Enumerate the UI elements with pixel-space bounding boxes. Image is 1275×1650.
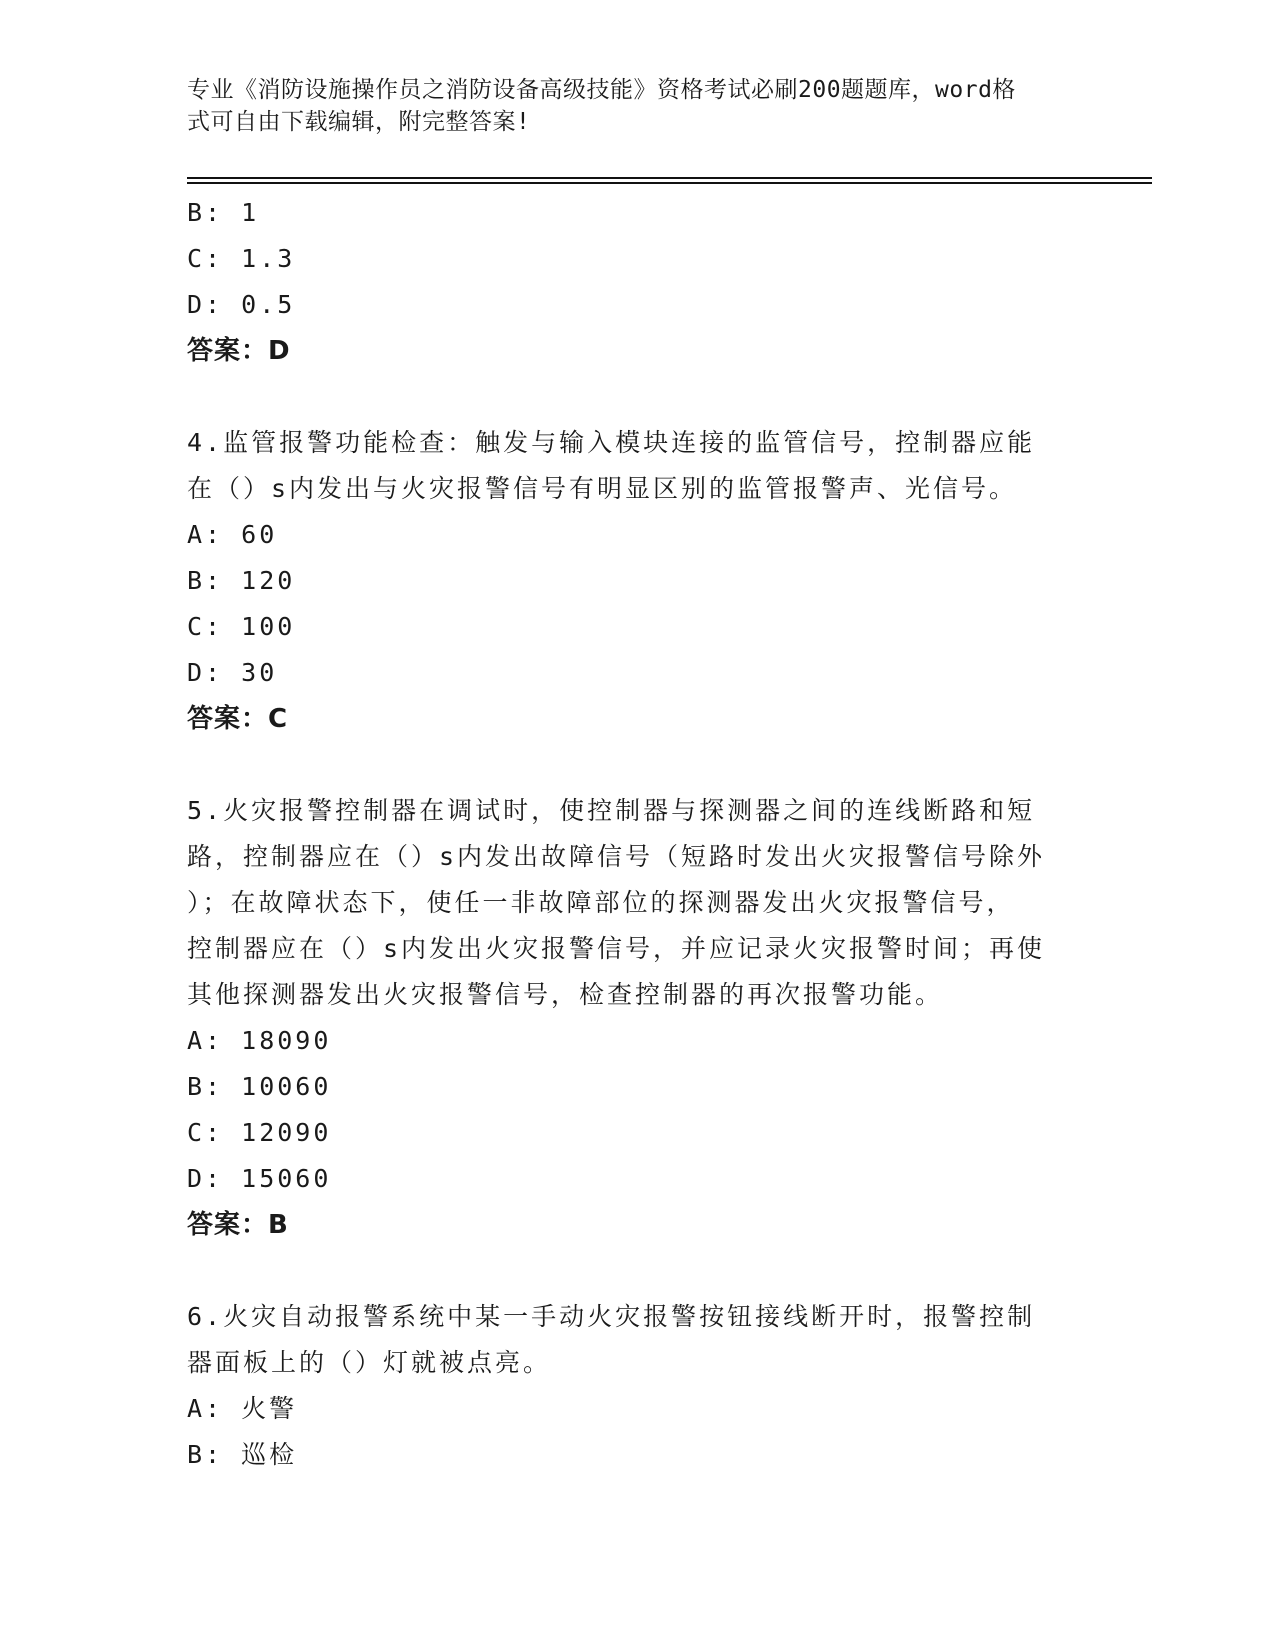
option-c: C: 1.3 <box>187 244 296 273</box>
question-stem-line: 其他探测器发出火灾报警信号，检查控制器的再次报警功能。 <box>187 980 944 1009</box>
option-d: D: 0.5 <box>187 290 296 319</box>
option-a: A: 18090 <box>187 1026 332 1055</box>
question-3-partial <box>187 190 1087 374</box>
question-list <box>187 190 1087 1478</box>
answer-line: 答案：B <box>187 1210 289 1240</box>
option-b: B: 10060 <box>187 1072 332 1101</box>
answer-line: 答案：C <box>187 704 289 734</box>
spacer <box>187 1248 1087 1294</box>
option-a: A: 60 <box>187 520 278 549</box>
option-c: C: 100 <box>187 612 296 641</box>
question-stem-line: 器面板上的（）灯就被点亮。 <box>187 1348 552 1377</box>
option-b: B: 120 <box>187 566 296 595</box>
header-divider-bottom <box>187 182 1152 184</box>
option-b: B: 1 <box>187 198 260 227</box>
spacer <box>187 374 1087 420</box>
question-stem-line: ）；在故障状态下，使任一非故障部位的探测器发出火灾报警信号， <box>187 888 1015 917</box>
question-stem-line: 路，控制器应在（）s内发出故障信号（短路时发出火灾报警信号除外 <box>187 842 1046 871</box>
header-line-1: 专业《消防设施操作员之消防设备高级技能》资格考试必刷200题题库，word格 <box>187 77 1016 103</box>
spacer <box>187 742 1087 788</box>
question-stem-line: 在（）s内发出与火灾报警信号有明显区别的监管报警声、光信号。 <box>187 474 1018 503</box>
option-a: A: 火警 <box>187 1394 298 1423</box>
question-4 <box>187 420 1087 742</box>
option-b: B: 巡检 <box>187 1440 298 1469</box>
option-d: D: 15060 <box>187 1164 332 1193</box>
header-divider-top <box>187 177 1152 179</box>
question-6 <box>187 1294 1087 1478</box>
question-stem-line: 6.火灾自动报警系统中某一手动火灾报警按钮接线断开时，报警控制 <box>187 1302 1036 1331</box>
question-stem-line: 4.监管报警功能检查：触发与输入模块连接的监管信号，控制器应能 <box>187 428 1036 457</box>
question-stem-line: 控制器应在（）s内发出火灾报警信号，并应记录火灾报警时间；再使 <box>187 934 1046 963</box>
option-c: C: 12090 <box>187 1118 332 1147</box>
document-header <box>187 74 1067 138</box>
question-stem-line: 5.火灾报警控制器在调试时，使控制器与探测器之间的连线断路和短 <box>187 796 1036 825</box>
header-line-2: 式可自由下载编辑，附完整答案! <box>187 109 531 135</box>
option-d: D: 30 <box>187 658 278 687</box>
question-5 <box>187 788 1087 1248</box>
answer-line: 答案：D <box>187 336 291 366</box>
